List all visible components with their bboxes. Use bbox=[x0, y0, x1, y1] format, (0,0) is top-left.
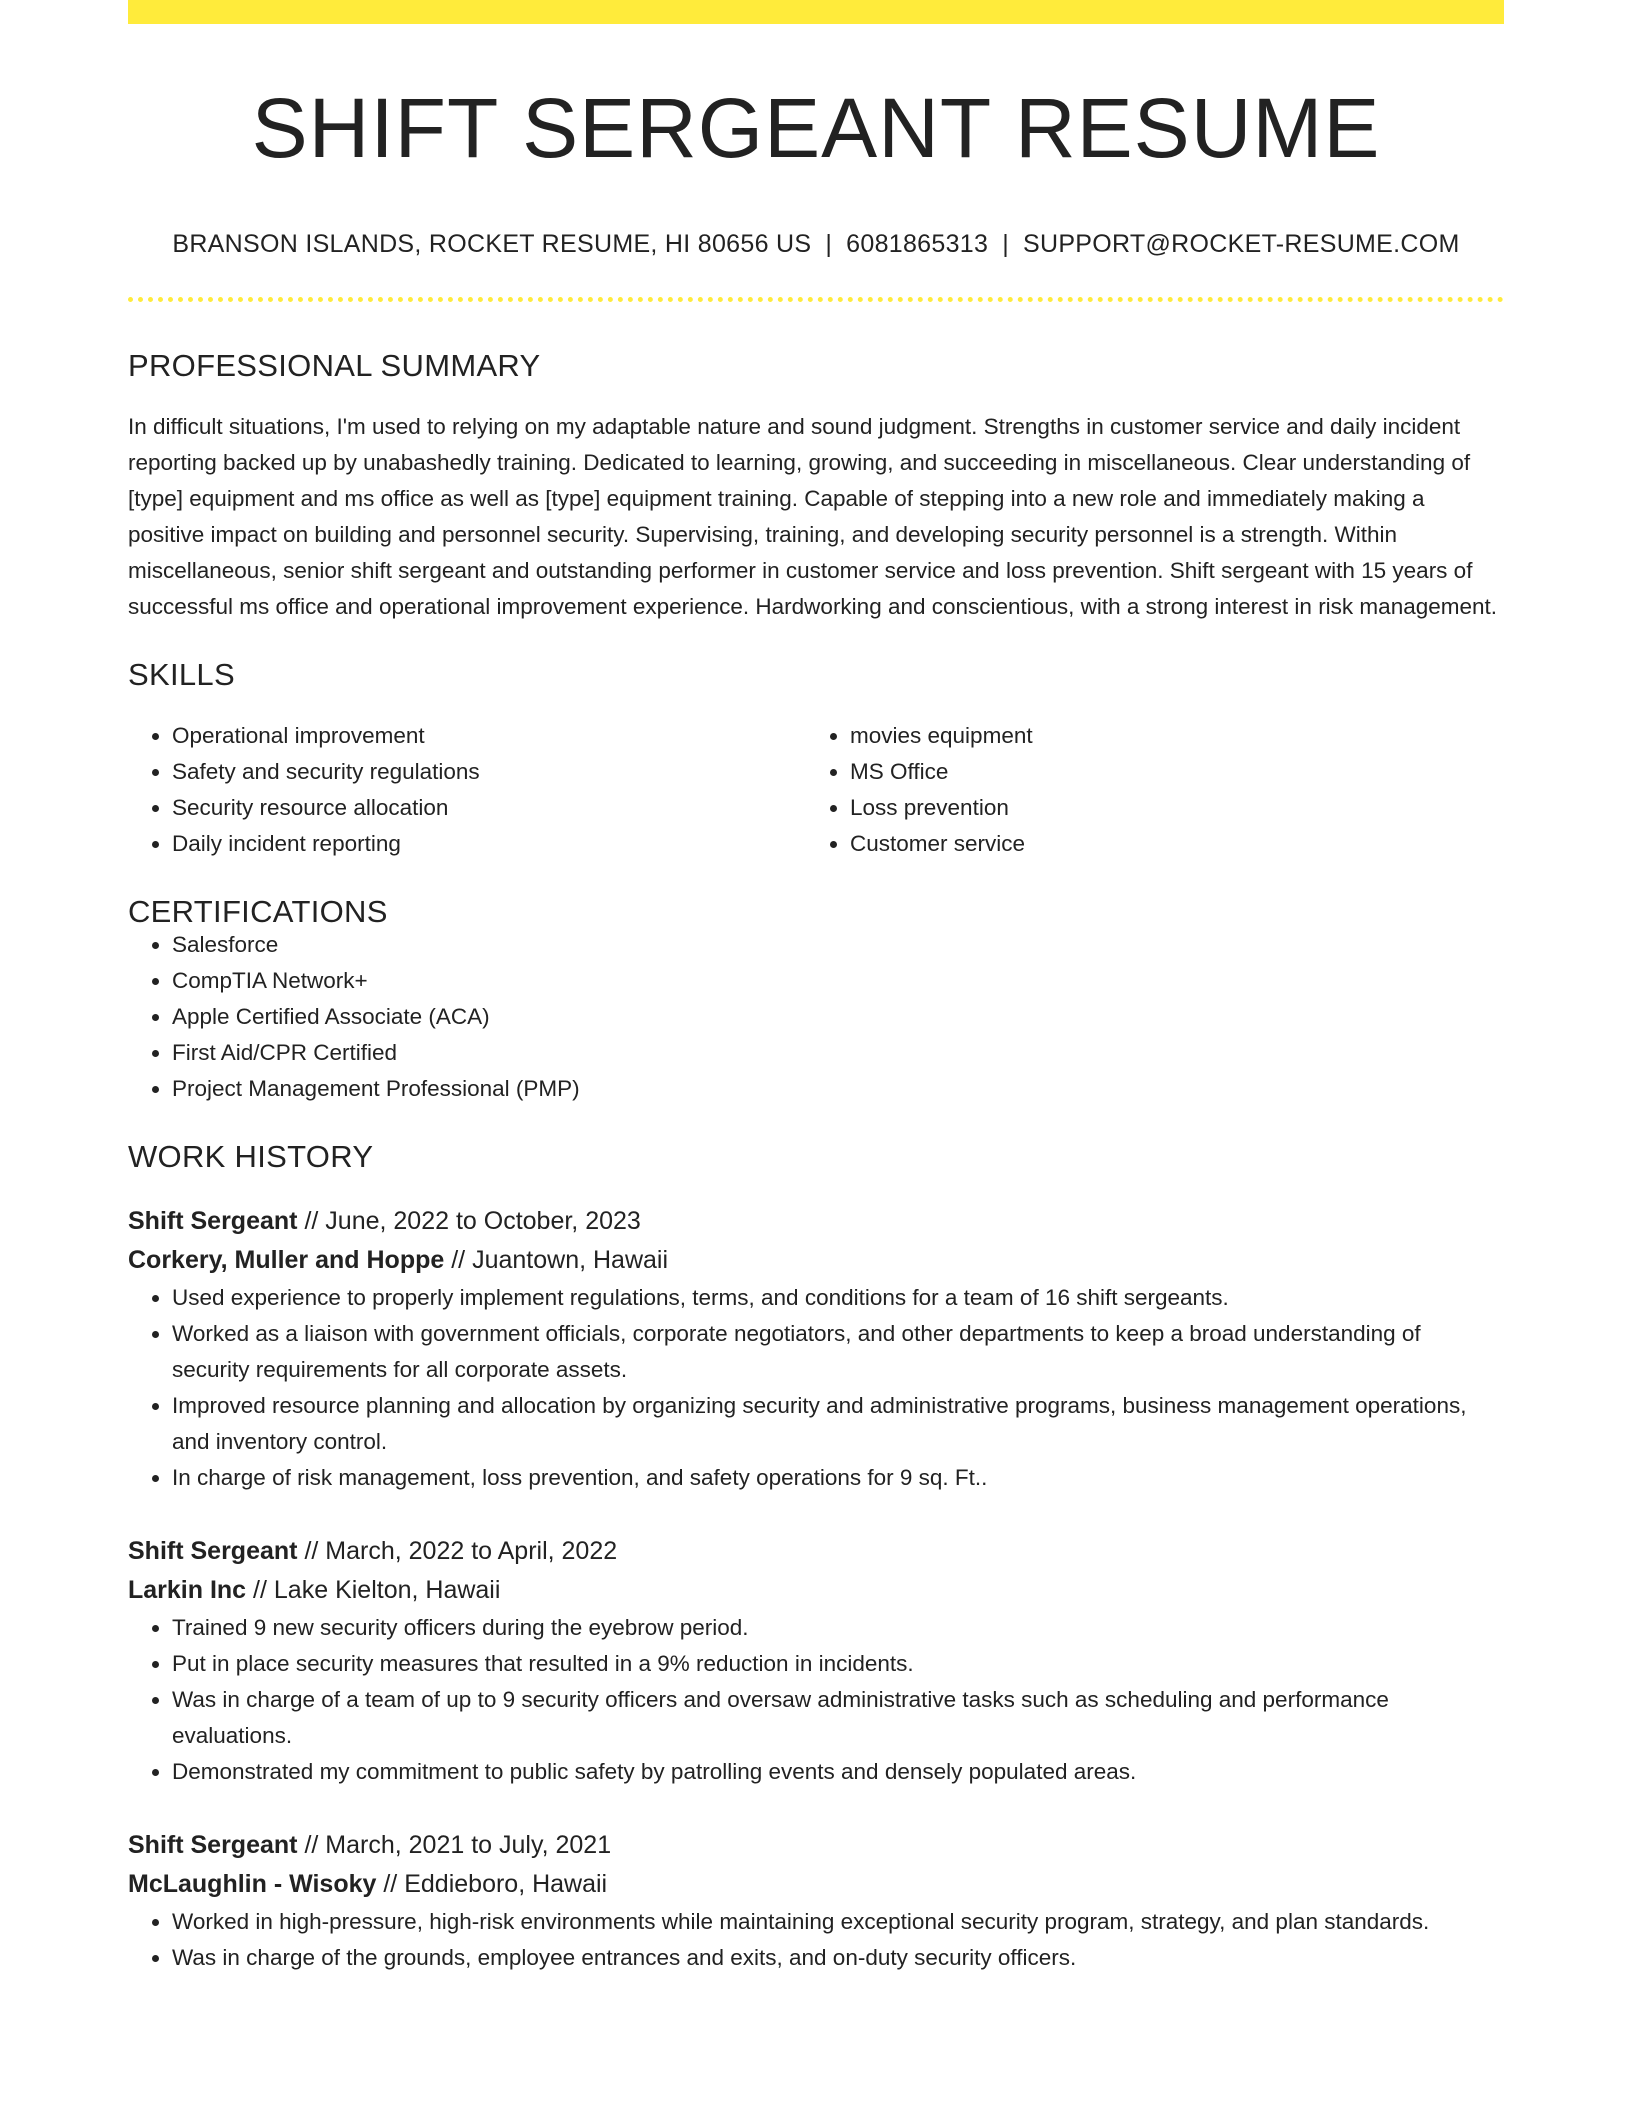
skills-heading: SKILLS bbox=[128, 657, 235, 692]
skills-list-right bbox=[806, 718, 1484, 862]
skill-item: • Customer service bbox=[850, 826, 1484, 862]
job-entry bbox=[128, 1826, 1504, 1976]
job-title: Shift Sergeant bbox=[128, 1537, 298, 1565]
job-bullet-list bbox=[128, 1904, 1504, 1976]
skill-item: • Safety and security regulations bbox=[172, 754, 806, 790]
job-bullet-list bbox=[128, 1280, 1504, 1496]
certifications-list bbox=[128, 927, 1504, 1107]
contact-phone: 6081865313 bbox=[846, 230, 989, 258]
job-bullet: • Put in place security measures that resulted in a 9% reduction in incidents. bbox=[172, 1646, 1504, 1682]
job-bullet: • Worked as a liaison with government officials, corporate negotiators, and other departments to keep a broad understanding of security requirements for all corporate assets. bbox=[172, 1316, 1504, 1388]
job-dates: June, 2022 to October, 2023 bbox=[325, 1207, 641, 1235]
summary-heading: PROFESSIONAL SUMMARY bbox=[128, 348, 541, 383]
job-bullet: • Improved resource planning and allocation by organizing security and administrative programs, business management operations, and inventory control. bbox=[172, 1388, 1504, 1460]
job-title-line bbox=[128, 1826, 1504, 1865]
skill-item: • Loss prevention bbox=[850, 790, 1484, 826]
skills-column-right bbox=[806, 718, 1484, 862]
dotted-divider bbox=[128, 297, 1504, 302]
job-separator: // bbox=[304, 1537, 319, 1565]
job-bullet-list bbox=[128, 1610, 1504, 1790]
job-title-line bbox=[128, 1532, 1504, 1571]
job-entry bbox=[128, 1202, 1504, 1496]
skills-grid bbox=[128, 718, 1504, 862]
skill-item: • Operational improvement bbox=[172, 718, 806, 754]
work-history-list bbox=[128, 1202, 1504, 1976]
job-separator: // bbox=[383, 1870, 398, 1898]
job-company: Corkery, Muller and Hoppe bbox=[128, 1246, 445, 1274]
job-company: McLaughlin - Wisoky bbox=[128, 1870, 377, 1898]
contact-line bbox=[128, 232, 1504, 257]
job-bullet: • Trained 9 new security officers during the eyebrow period. bbox=[172, 1610, 1504, 1646]
resume-title: SHIFT SERGEANT RESUME bbox=[251, 81, 1381, 175]
job-dates: March, 2021 to July, 2021 bbox=[325, 1831, 612, 1859]
job-title: Shift Sergeant bbox=[128, 1207, 298, 1235]
job-company-line bbox=[128, 1865, 1504, 1904]
job-bullet: • In charge of risk management, loss prevention, and safety operations for 9 sq. Ft.. bbox=[172, 1460, 1504, 1496]
certification-item: • First Aid/CPR Certified bbox=[172, 1035, 1504, 1071]
certification-item: • Apple Certified Associate (ACA) bbox=[172, 999, 1504, 1035]
job-company: Larkin Inc bbox=[128, 1576, 247, 1604]
skills-column-left bbox=[128, 718, 806, 862]
top-accent-bar bbox=[128, 0, 1504, 24]
job-bullet: • Demonstrated my commitment to public safety by patrolling events and densely populated areas. bbox=[172, 1754, 1504, 1790]
summary-text: In difficult situations, I'm used to relying on my adaptable nature and sound judgment. Strengths in customer service and daily incident reporting backed up by unabashedly training. Dedicated to learning, growing, and succeeding in miscellaneous. Clear understanding of [type] equipment and ms office as well as [type] equipment training. Capable of stepping into a new role and immediately making a positive impact on building and personnel security. Supervising, training, and developing security personnel is a strength. Within miscellaneous, senior shift sergeant and outstanding performer in customer service and loss prevention. Shift sergeant with 15 years of successful ms office and operational improvement experience. Hardworking and conscientious, with a strong interest in risk management. bbox=[128, 414, 1498, 619]
contact-address: BRANSON ISLANDS, ROCKET RESUME, HI 80656 US bbox=[172, 230, 812, 258]
skill-item: • movies equipment bbox=[850, 718, 1484, 754]
job-bullet: • Was in charge of a team of up to 9 security officers and oversaw administrative tasks such as scheduling and performance evaluations. bbox=[172, 1682, 1504, 1754]
job-entry bbox=[128, 1532, 1504, 1790]
skill-item: • Security resource allocation bbox=[172, 790, 806, 826]
skill-item: • Daily incident reporting bbox=[172, 826, 806, 862]
contact-email[interactable]: SUPPORT@ROCKET-RESUME.COM bbox=[1023, 230, 1460, 258]
job-separator: // bbox=[253, 1576, 267, 1604]
skill-item: • MS Office bbox=[850, 754, 1484, 790]
job-company-line bbox=[128, 1571, 1504, 1610]
job-title-line bbox=[128, 1202, 1504, 1241]
job-title: Shift Sergeant bbox=[128, 1831, 298, 1859]
work-history-heading: WORK HISTORY bbox=[128, 1139, 374, 1174]
certification-item: • Project Management Professional (PMP) bbox=[172, 1071, 1504, 1107]
job-location: Juantown, Hawaii bbox=[472, 1246, 669, 1274]
certification-item: • Salesforce bbox=[172, 927, 1504, 963]
certification-item: • CompTIA Network+ bbox=[172, 963, 1504, 999]
job-dates: March, 2022 to April, 2022 bbox=[325, 1537, 618, 1565]
job-bullet: • Was in charge of the grounds, employee entrances and exits, and on-duty security officers. bbox=[172, 1940, 1504, 1976]
job-location: Eddieboro, Hawaii bbox=[404, 1870, 608, 1898]
job-location: Lake Kielton, Hawaii bbox=[273, 1576, 501, 1604]
resume-page bbox=[128, 0, 1504, 1976]
job-bullet: • Used experience to properly implement regulations, terms, and conditions for a team of 16 shift sergeants. bbox=[172, 1280, 1504, 1316]
job-separator: // bbox=[304, 1831, 319, 1859]
skills-list-left bbox=[128, 718, 806, 862]
job-bullet: • Worked in high-pressure, high-risk environments while maintaining exceptional security program, strategy, and plan standards. bbox=[172, 1904, 1504, 1940]
job-separator: // bbox=[304, 1207, 319, 1235]
contact-separator: | bbox=[825, 230, 833, 258]
contact-separator: | bbox=[1002, 230, 1009, 258]
certifications-heading: CERTIFICATIONS bbox=[128, 894, 388, 929]
job-separator: // bbox=[451, 1246, 466, 1274]
job-company-line bbox=[128, 1241, 1504, 1280]
